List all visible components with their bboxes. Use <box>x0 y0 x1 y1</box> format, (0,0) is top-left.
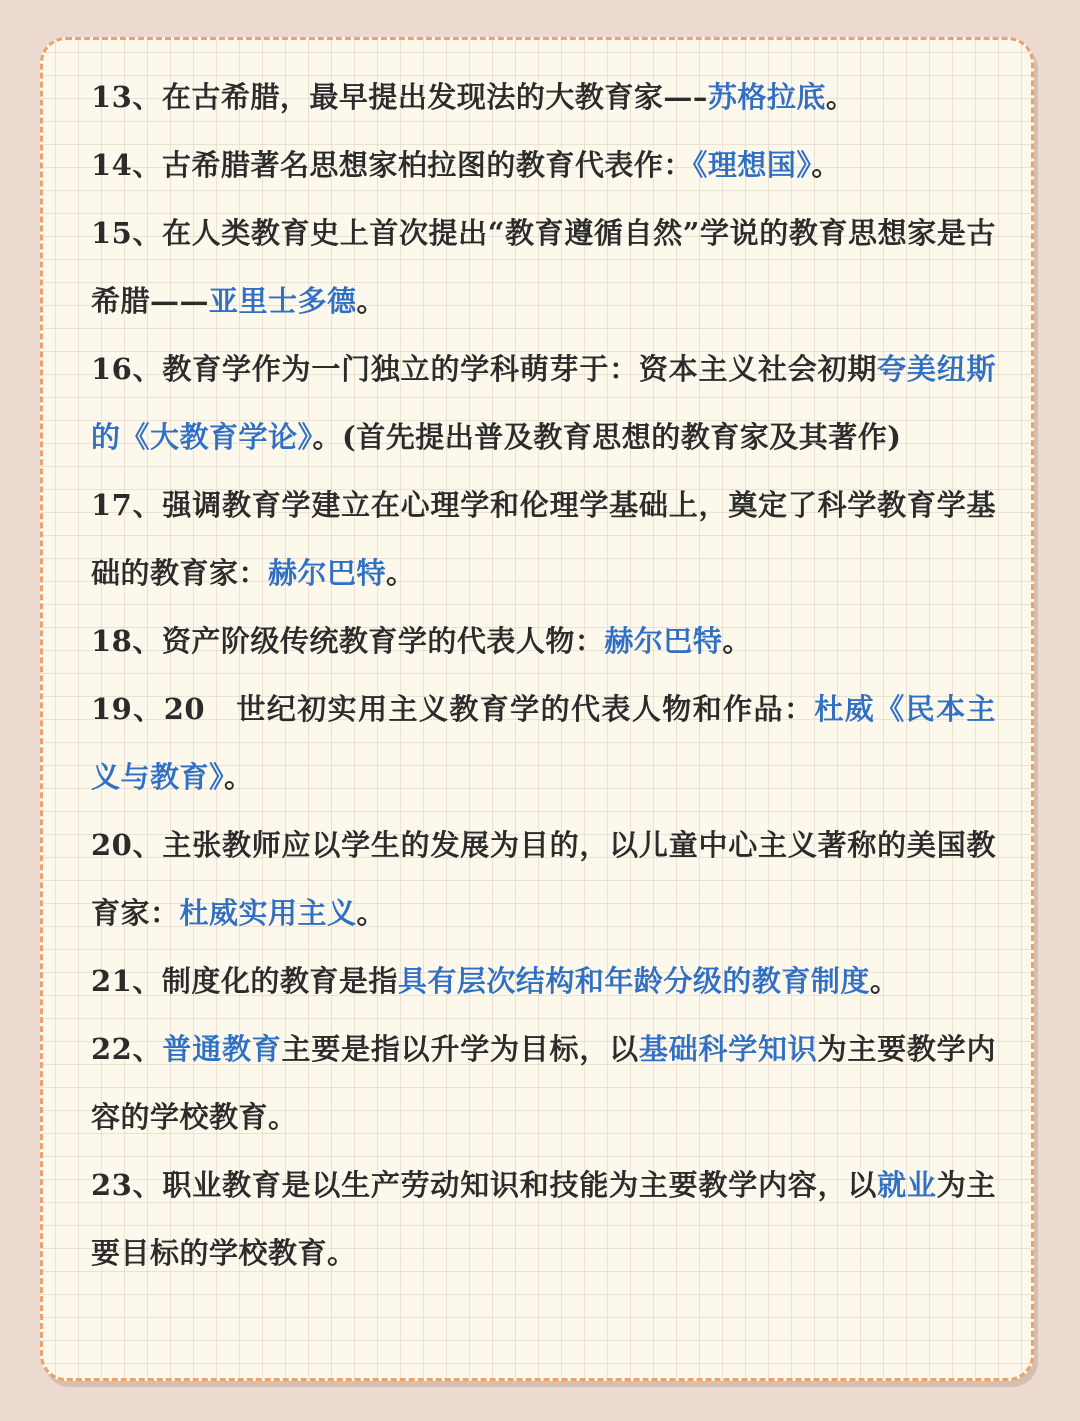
list-item <box>91 811 996 947</box>
item-text: 17、强调教育学建立在心理学和伦理学基础上，奠定了科学教育学基础的教育家： <box>91 488 996 590</box>
list-item <box>91 1015 996 1151</box>
list-item <box>91 199 996 335</box>
item-text: 13、在古希腊，最早提出发现法的大教育家—– <box>91 80 708 114</box>
list-item <box>91 607 996 675</box>
item-text: 。 <box>722 624 752 658</box>
highlight-text: 赫尔巴特 <box>268 556 387 590</box>
list-item <box>91 63 996 131</box>
item-text: 。 <box>356 284 387 318</box>
highlight-text: 赫尔巴特 <box>604 624 723 658</box>
highlight-text: 普通教育 <box>162 1032 282 1066</box>
list-item <box>91 131 996 199</box>
item-text: 22、 <box>91 1032 163 1066</box>
highlight-text: 《理想国》 <box>692 148 812 182</box>
item-text: 15、在人类教育史上首次提出“教育遵循自然”学说的教育思想家是古希腊—— <box>91 216 996 318</box>
item-text: 20、主张教师应以学生的发展为目的，以儿童中心主义著称的美国教育家： <box>91 828 996 930</box>
list-item <box>91 335 996 471</box>
list-item <box>91 675 996 811</box>
highlight-text: 杜威实用主义 <box>179 896 357 930</box>
item-text: 。 <box>224 760 254 794</box>
highlight-text: 具有层次结构和年龄分级的教育制度 <box>397 964 870 998</box>
item-text: 21、制度化的教育是指 <box>91 964 398 998</box>
item-text: 主要是指以升学为目标，以 <box>281 1032 639 1066</box>
item-text: 23、职业教育是以生产劳动知识和技能为主要教学内容，以 <box>91 1168 878 1202</box>
item-text: 为主要目标的学校教育。 <box>91 1168 996 1270</box>
note-content <box>91 63 996 1287</box>
item-text: 18、资产阶级传统教育学的代表人物： <box>91 624 605 658</box>
highlight-text: 就业 <box>877 1168 937 1202</box>
item-text: 。 <box>811 148 841 182</box>
item-text: 为主要教学内容的学校教育。 <box>91 1032 996 1134</box>
list-item <box>91 947 996 1015</box>
item-text: 。 <box>386 556 416 590</box>
item-text: 16、教育学作为一门独立的学科萌芽于：资本主义社会初期 <box>91 352 878 386</box>
list-item <box>91 471 996 607</box>
item-text: 。 <box>825 80 856 114</box>
item-text: 。 <box>869 964 900 998</box>
list-item <box>91 1151 996 1287</box>
item-text: 14、古希腊著名思想家柏拉图的教育代表作： <box>91 148 693 182</box>
item-text: 。(首先提出普及教育思想的教育家及其著作) <box>312 420 902 454</box>
note-card <box>40 37 1034 1381</box>
highlight-text: 杜威《民本主义与教育》 <box>91 692 996 794</box>
highlight-text: 苏格拉底 <box>707 80 826 114</box>
item-text: 19、20 世纪初实用主义教育学的代表人物和作品： <box>91 692 815 726</box>
highlight-text: 基础科学知识 <box>638 1032 818 1066</box>
highlight-text: 亚里士多德 <box>209 284 357 318</box>
highlight-text: 夸美纽斯的《大教育学论》 <box>91 352 996 454</box>
item-text: 。 <box>356 896 387 930</box>
